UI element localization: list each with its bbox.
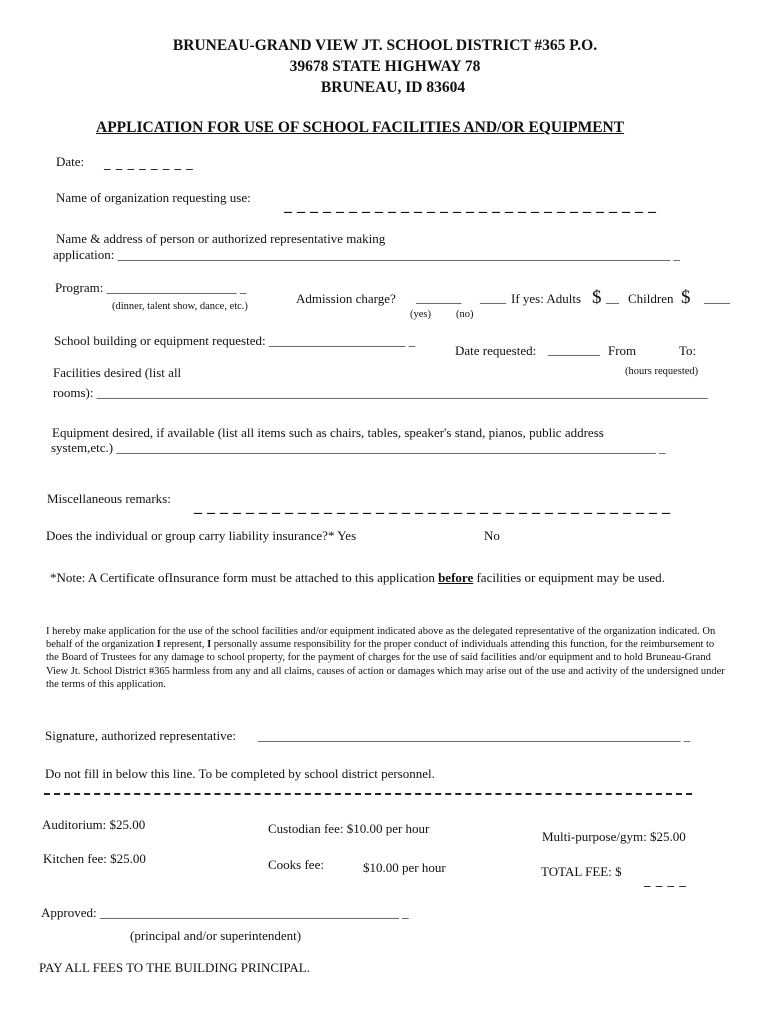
admission-yes-field[interactable]: _______ (416, 290, 462, 305)
fees-footer: PAY ALL FEES TO THE BUILDING PRINCIPAL. (39, 960, 311, 975)
time-to-label: To: (679, 343, 697, 358)
date-requested-field[interactable]: ________ (548, 342, 600, 357)
children-label: Children (628, 291, 674, 306)
district-name: BRUNEAU-GRAND VIEW JT. SCHOOL DISTRICT #365 P.O. (172, 37, 598, 54)
adults-dollar-sign: $ (592, 287, 602, 308)
multipurpose-fee: Multi-purpose/gym: $25.00 (542, 829, 686, 844)
admission-no-field[interactable]: ____ (480, 290, 506, 305)
insurance-no-option: No (484, 528, 500, 543)
declaration-paragraph (46, 625, 726, 691)
form-title: APPLICATION FOR USE OF SCHOOL FACILITIES AND/OR EQUIPMENT (96, 119, 625, 136)
adults-price-field[interactable]: __ (606, 290, 619, 305)
insurance-note (50, 571, 665, 586)
cooks-fee-rate: $10.00 per hour (363, 860, 446, 875)
admission-label: Admission charge? (296, 291, 396, 306)
program-hint: (dinner, talent show, dance, etc.) (112, 301, 248, 312)
declaration-mark: I (156, 639, 161, 651)
hours-hint: (hours requested) (625, 366, 699, 377)
kitchen-fee: Kitchen fee: $25.00 (43, 851, 146, 866)
approval-field[interactable]: Approved: ______________________________________________ _ (41, 905, 409, 920)
declaration-text: I hereby make application for the use of the school facilities and/or equipment indicated above as the delegated representative of the organization indicated. On behalf of the organization (46, 626, 716, 651)
date-requested-label: Date requested: (455, 343, 537, 358)
approval-hint: (principal and/or superintendent) (130, 928, 302, 943)
district-city: BRUNEAU, ID 83604 (320, 79, 466, 96)
program-field[interactable]: Program: ____________________ _ (55, 280, 247, 295)
admission-no-label: (no) (456, 309, 474, 320)
equipment-label: Equipment desired, if available (list all items such as chairs, tables, speaker's stand, pianos, public address (52, 425, 604, 440)
auditorium-fee: Auditorium: $25.00 (42, 817, 146, 832)
organization-label: Name of organization requesting use: (56, 190, 251, 205)
insurance-question: Does the individual or group carry liability insurance?* Yes (46, 528, 357, 543)
custodian-fee: Custodian fee: $10.00 per hour (268, 821, 430, 836)
signature-field[interactable]: _________________________________________________________________ _ (258, 728, 691, 743)
children-price-field[interactable]: ____ (704, 290, 730, 305)
date-field[interactable]: _ _ _ _ _ _ _ _ (104, 156, 194, 171)
date-label: Date: (56, 154, 85, 169)
declaration-mark: I (207, 639, 212, 651)
remarks-label: Miscellaneous remarks: (47, 491, 171, 506)
total-fee-label: TOTAL FEE: $ (541, 864, 622, 879)
remarks-field[interactable]: _ _ _ _ _ _ _ _ _ _ _ _ _ _ _ _ _ _ _ _ _ _ _ _ _ _ _ _ _ _ _ _ _ _ _ _ _ (194, 499, 671, 516)
office-use-divider (44, 793, 692, 795)
facilities-label: Facilities desired (list all (53, 365, 182, 380)
representative-label: Name & address of person or authorized representative making (56, 231, 386, 246)
cooks-fee-label: Cooks fee: (268, 857, 324, 872)
children-dollar-sign: $ (681, 287, 691, 308)
facilities-field[interactable]: rooms): ______________________________________________________________________________________________ (53, 385, 708, 400)
total-fee-field[interactable]: _ _ _ _ (644, 873, 687, 888)
note-text: *Note: A Certificate ofInsurance form must be attached to this application (50, 570, 439, 585)
time-from-label: From (608, 343, 637, 358)
district-address: 39678 STATE HIGHWAY 78 (289, 58, 481, 75)
declaration-text: personally assume responsibility for the proper conduct of individuals attending this function, for the reimbursement to the Board of Trustees for any damage to school property, for the payment of charges for the use of said facilities and/or equipment and to hold Bruneau-Grand View Jt. School District #365 harmless from any and all claims, causes of action or damages which may arise out of the use and activity of the undersigned under the terms of this application. (46, 639, 725, 690)
organization-field[interactable]: _ _ _ _ _ _ _ _ _ _ _ _ _ _ _ _ _ _ _ _ _ _ _ _ _ _ _ _ _ (284, 198, 657, 215)
note-text-end: facilities or equipment may be used. (473, 570, 665, 585)
signature-label: Signature, authorized representative: (45, 728, 236, 743)
note-emphasis: before (438, 570, 474, 585)
admission-yes-label: (yes) (410, 309, 431, 320)
declaration-text: represent, (163, 639, 205, 651)
equipment-field[interactable]: system,etc.) ___________________________________________________________________________________ _ (51, 440, 666, 455)
building-field[interactable]: School building or equipment requested: _____________________ _ (54, 333, 416, 348)
office-use-notice: Do not fill in below this line. To be completed by school district personnel. (45, 766, 435, 781)
representative-field[interactable]: application: _____________________________________________________________________________________ _ (53, 247, 680, 262)
adults-label: If yes: Adults (511, 291, 582, 306)
